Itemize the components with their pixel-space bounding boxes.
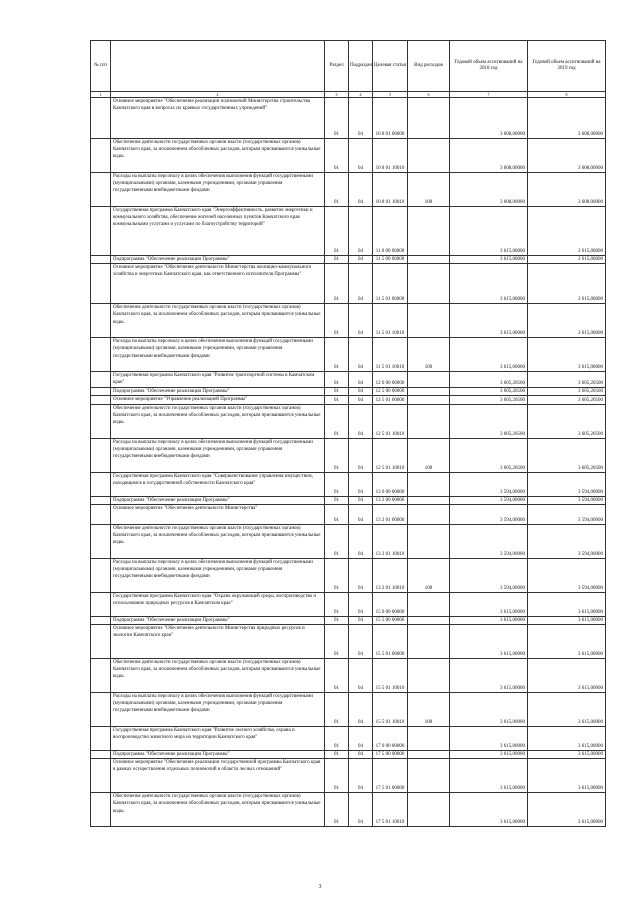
amount-2019-cell: 3 615,00000 [528,759,606,793]
expense-type-cell: 100 [408,173,450,207]
row-num-cell [91,625,111,659]
row-num-cell [91,693,111,727]
target-article-cell: 10 8 01 10010 [373,173,408,207]
target-article-cell: 12 5 01 10010 [373,404,408,438]
table-row [91,472,606,496]
amount-2019-cell: 3 594,00000 [528,472,606,496]
podrazdel-cell: 04 [349,659,373,693]
expense-type-cell [408,404,450,438]
expense-type-cell [408,616,450,624]
amount-2018-cell: 3 594,00000 [450,524,528,558]
amount-2018-cell: 3 594,00000 [450,504,528,524]
table-row [91,338,606,372]
podrazdel-cell: 04 [349,592,373,616]
razdel-cell: 01 [325,139,349,173]
header-podrazdel: Подраздел [349,41,373,92]
podrazdel-cell: 04 [349,404,373,438]
amount-2018-cell: 3 615,00000 [450,693,528,727]
table-row [91,388,606,396]
expense-type-cell [408,759,450,793]
row-name-cell: Обеспечение деятельности государственных органов власти (государственных органов) Камчатского края, за исключением обособленных расходов, которым присваиваются уникальные коды. [111,139,325,173]
podrazdel-cell: 04 [349,388,373,396]
col-number: 3 [325,92,349,98]
row-num-cell [91,659,111,693]
amount-2018-cell: 3 615,00000 [450,304,528,338]
amount-2018-cell: 3 605,20500 [450,372,528,388]
table-row [91,625,606,659]
target-article-cell: 13 2 01 10010 [373,524,408,558]
razdel-cell: 01 [325,524,349,558]
row-name-cell: Обеспечение деятельности государственных органов власти (государственных органов) Камчатского края, за исключением обособленных расходов, которым присваиваются уникальные коды. [111,404,325,438]
amount-2019-cell: 3 615,00000 [528,592,606,616]
table-row [91,372,606,388]
amount-2019-cell: 3 594,00000 [528,496,606,504]
amount-2018-cell: 3 615,00000 [450,727,528,751]
amount-2019-cell: 3 605,20500 [528,372,606,388]
podrazdel-cell: 04 [349,793,373,827]
target-article-cell: 11 5 01 00000 [373,264,408,304]
row-num-cell [91,472,111,496]
row-num-cell [91,98,111,139]
razdel-cell: 01 [325,751,349,759]
podrazdel-cell: 04 [349,338,373,372]
target-article-cell: 17 5 01 10010 [373,793,408,827]
podrazdel-cell: 04 [349,438,373,472]
row-num-cell [91,338,111,372]
amount-2018-cell: 3 615,00000 [450,759,528,793]
table-row [91,496,606,504]
header-2019: Годовой объем ассигнований на 2019 год [528,41,606,92]
target-article-cell: 17 0 00 00000 [373,727,408,751]
amount-2018-cell: 3 594,00000 [450,558,528,592]
target-article-cell: 11 5 00 00000 [373,256,408,264]
expense-type-cell [408,659,450,693]
row-num-cell [91,139,111,173]
row-num-cell [91,207,111,256]
razdel-cell: 01 [325,372,349,388]
razdel-cell: 01 [325,173,349,207]
amount-2018-cell: 3 605,20500 [450,438,528,472]
target-article-cell: 12 5 01 10010 [373,438,408,472]
table-row [91,304,606,338]
table-row [91,396,606,404]
amount-2019-cell: 3 615,00000 [528,659,606,693]
expense-type-cell: 100 [408,338,450,372]
razdel-cell: 01 [325,304,349,338]
amount-2018-cell: 3 605,20500 [450,396,528,404]
header-row [91,41,606,92]
expense-type-cell [408,793,450,827]
amount-2019-cell: 3 615,00000 [528,793,606,827]
col-number: 8 [528,92,606,98]
row-name-cell: Подпрограмма "Обеспечение реализации Программы" [111,388,325,396]
col-number: 5 [373,92,408,98]
amount-2018-cell: 3 615,00000 [450,793,528,827]
row-num-cell [91,751,111,759]
podrazdel-cell: 04 [349,727,373,751]
table-row [91,659,606,693]
row-name-cell: Расходы на выплаты персоналу в целях обеспечения выполнения функций государственными (муниципальными) органами, казенными учреждениями, органами управления государственными внебюджетными фондами [111,438,325,472]
amount-2019-cell: 3 615,00000 [528,338,606,372]
amount-2019-cell: 3 615,00000 [528,625,606,659]
amount-2019-cell: 3 615,00000 [528,304,606,338]
podrazdel-cell: 04 [349,139,373,173]
target-article-cell: 10 8 01 00000 [373,98,408,139]
table-row [91,524,606,558]
row-num-cell [91,173,111,207]
expense-type-cell [408,388,450,396]
budget-table-sheet [90,40,605,827]
target-article-cell: 13 2 01 00000 [373,504,408,524]
razdel-cell: 01 [325,558,349,592]
amount-2019-cell: 3 608,00000 [528,98,606,139]
razdel-cell: 01 [325,338,349,372]
header-name [111,41,325,92]
row-num-cell [91,438,111,472]
amount-2019-cell: 3 594,00000 [528,504,606,524]
amount-2019-cell: 3 608,00000 [528,139,606,173]
row-name-cell: Расходы на выплаты персоналу в целях обеспечения выполнения функций государственными (муниципальными) органами, казенными учреждениями, органами управления государственными внебюджетными фондами [111,173,325,207]
table-row [91,98,606,139]
razdel-cell: 01 [325,659,349,693]
amount-2019-cell: 3 605,20500 [528,396,606,404]
row-num-cell [91,616,111,624]
razdel-cell: 01 [325,496,349,504]
expense-type-cell [408,264,450,304]
row-name-cell: Основное мероприятие "Обеспечение реализации государственной программы Камчатского края в рамках осуществления отдельных полномочий в области лесных отношений" [111,759,325,793]
table-row [91,264,606,304]
amount-2019-cell: 3 615,00000 [528,207,606,256]
podrazdel-cell: 04 [349,496,373,504]
expense-type-cell [408,592,450,616]
amount-2019-cell: 3 594,00000 [528,558,606,592]
razdel-cell: 01 [325,625,349,659]
row-num-cell [91,558,111,592]
target-article-cell: 15 0 00 00000 [373,592,408,616]
row-num-cell [91,396,111,404]
razdel-cell: 01 [325,264,349,304]
table-row [91,616,606,624]
amount-2018-cell: 3 615,00000 [450,207,528,256]
table-row [91,727,606,751]
amount-2018-cell: 3 615,00000 [450,338,528,372]
razdel-cell: 01 [325,616,349,624]
amount-2019-cell: 3 615,00000 [528,751,606,759]
row-num-cell [91,304,111,338]
amount-2018-cell: 3 615,00000 [450,592,528,616]
expense-type-cell [408,256,450,264]
row-num-cell [91,592,111,616]
target-article-cell: 12 0 00 00000 [373,372,408,388]
row-name-cell: Обеспечение деятельности государственных органов власти (государственных органов) Камчатского края, за исключением обособленных расходов, которым присваиваются уникальные коды. [111,524,325,558]
row-num-cell [91,264,111,304]
razdel-cell: 01 [325,404,349,438]
target-article-cell: 13 2 01 10010 [373,558,408,592]
podrazdel-cell: 04 [349,504,373,524]
row-name-cell: Основное мероприятие "Обеспечение деятельности Министерства природных ресурсов и экологии Камчатского края" [111,625,325,659]
expense-type-cell [408,524,450,558]
table-row [91,693,606,727]
expense-type-cell [408,496,450,504]
target-article-cell: 17 5 00 00000 [373,751,408,759]
amount-2019-cell: 3 615,00000 [528,264,606,304]
amount-2018-cell: 3 615,00000 [450,625,528,659]
podrazdel-cell: 04 [349,693,373,727]
header-target-article: Целевая статья [373,41,408,92]
header-2018: Годовой объем ассигнований на 2018 год [450,41,528,92]
row-name-cell: Расходы на выплаты персоналу в целях обеспечения выполнения функций государственными (муниципальными) органами, казенными учреждениями, органами управления государственными внебюджетными фондами [111,338,325,372]
amount-2018-cell: 3 605,20500 [450,404,528,438]
amount-2019-cell: 3 605,20500 [528,438,606,472]
razdel-cell: 01 [325,592,349,616]
table-row [91,139,606,173]
expense-type-cell: 100 [408,438,450,472]
row-name-cell: Подпрограмма "Обеспечение реализации Программы" [111,256,325,264]
row-name-cell: Основное мероприятие "Управление реализацией Программы" [111,396,325,404]
target-article-cell: 11 5 01 10010 [373,304,408,338]
razdel-cell: 01 [325,759,349,793]
table-row [91,793,606,827]
expense-type-cell: 100 [408,693,450,727]
target-article-cell: 10 8 01 10010 [373,139,408,173]
razdel-cell: 01 [325,207,349,256]
podrazdel-cell: 04 [349,173,373,207]
expense-type-cell: 100 [408,558,450,592]
podrazdel-cell: 04 [349,304,373,338]
header-num: № п/п [91,41,111,92]
amount-2019-cell: 3 594,00000 [528,524,606,558]
amount-2018-cell: 3 615,00000 [450,264,528,304]
amount-2018-cell: 3 615,00000 [450,256,528,264]
amount-2019-cell: 3 608,00000 [528,173,606,207]
expense-type-cell [408,207,450,256]
expense-type-cell [408,139,450,173]
podrazdel-cell: 04 [349,256,373,264]
col-number: 2 [111,92,325,98]
expense-type-cell [408,472,450,496]
table-row [91,438,606,472]
target-article-cell: 15 5 00 00000 [373,616,408,624]
podrazdel-cell: 04 [349,616,373,624]
amount-2019-cell: 3 605,20500 [528,404,606,438]
razdel-cell: 01 [325,472,349,496]
row-num-cell [91,727,111,751]
row-num-cell [91,504,111,524]
amount-2018-cell: 3 615,00000 [450,659,528,693]
row-name-cell: Государственная программа Камчатского края "Энергоэффективность, развитие энергетики и коммунального хозяйства, обеспечение жителей населенных пунктов Камчатского края коммунальными услугами и услугами по благоустройству территорий" [111,207,325,256]
podrazdel-cell: 04 [349,372,373,388]
amount-2018-cell: 3 615,00000 [450,616,528,624]
target-article-cell: 11 5 01 10010 [373,338,408,372]
podrazdel-cell: 04 [349,625,373,659]
row-num-cell [91,256,111,264]
row-name-cell: Основное мероприятие "Обеспечение деятельности Министерства жилищно-коммунального хозяйства и энергетики Камчатского края, как ответственного исполнителя Программы" [111,264,325,304]
target-article-cell: 12 5 01 00000 [373,396,408,404]
expense-type-cell [408,304,450,338]
row-name-cell: Подпрограмма "Обеспечение реализации Программы" [111,616,325,624]
col-number: 7 [450,92,528,98]
row-name-cell: Государственная программа Камчатского края "Совершенствование управления имуществом, находящимся в государственной собственности Камчатского края" [111,472,325,496]
razdel-cell: 01 [325,256,349,264]
table-row [91,504,606,524]
table-row [91,558,606,592]
razdel-cell: 01 [325,793,349,827]
table-row [91,751,606,759]
amount-2018-cell: 3 594,00000 [450,472,528,496]
amount-2019-cell: 3 605,20500 [528,388,606,396]
expense-type-cell [408,727,450,751]
target-article-cell: 15 5 01 00000 [373,625,408,659]
podrazdel-cell: 04 [349,98,373,139]
podrazdel-cell: 04 [349,264,373,304]
table-row [91,759,606,793]
row-name-cell: Обеспечение деятельности государственных органов власти (государственных органов) Камчатского края, за исключением обособленных расходов, которым присваиваются уникальные коды. [111,304,325,338]
amount-2018-cell: 3 608,00000 [450,98,528,139]
podrazdel-cell: 04 [349,759,373,793]
table-row [91,207,606,256]
razdel-cell: 01 [325,727,349,751]
row-name-cell: Обеспечение деятельности государственных органов власти (государственных органов) Камчатского края, за исключением обособленных расходов, которым присваиваются уникальные коды. [111,793,325,827]
row-num-cell [91,524,111,558]
header-expense-type: Вид расходов [408,41,450,92]
table-row [91,404,606,438]
razdel-cell: 01 [325,396,349,404]
row-num-cell [91,496,111,504]
amount-2019-cell: 3 615,00000 [528,616,606,624]
amount-2018-cell: 3 594,00000 [450,496,528,504]
amount-2019-cell: 3 615,00000 [528,693,606,727]
razdel-cell: 01 [325,438,349,472]
target-article-cell: 15 5 01 10010 [373,659,408,693]
amount-2019-cell: 3 615,00000 [528,727,606,751]
row-name-cell: Основное мероприятие "Обеспечение реализации полномочий Министерства строительства Камчатского края в вопросах их краевых государственных учреждений" [111,98,325,139]
row-num-cell [91,372,111,388]
header-razdel: Раздел [325,41,349,92]
col-number: 4 [349,92,373,98]
col-number: 1 [91,92,111,98]
row-name-cell: Государственная программа Камчатского края "Развитие транспортной системы в Камчатском крае" [111,372,325,388]
amount-2018-cell: 3 605,20500 [450,388,528,396]
row-name-cell: Государственная программа Камчатского края "Охрана окружающей среды, воспроизводство и использование природных ресурсов в Камчатском крае" [111,592,325,616]
podrazdel-cell: 04 [349,207,373,256]
amount-2019-cell: 3 615,00000 [528,256,606,264]
podrazdel-cell: 04 [349,396,373,404]
target-article-cell: 12 5 00 00000 [373,388,408,396]
razdel-cell: 01 [325,388,349,396]
row-num-cell [91,793,111,827]
row-name-cell: Подпрограмма "Обеспечение реализации Программы" [111,496,325,504]
razdel-cell: 01 [325,504,349,524]
podrazdel-cell: 04 [349,751,373,759]
target-article-cell: 13 2 00 00000 [373,496,408,504]
row-name-cell: Подпрограмма "Обеспечение реализации Программы" [111,751,325,759]
razdel-cell: 01 [325,693,349,727]
table-row [91,256,606,264]
amount-2018-cell: 3 615,00000 [450,751,528,759]
page-number: 3 [318,884,322,890]
col-number: 6 [408,92,450,98]
table-row [91,592,606,616]
row-name-cell: Расходы на выплаты персоналу в целях обеспечения выполнения функций государственными (муниципальными) органами, казенными учреждениями, органами управления государственными внебюджетными фондами [111,693,325,727]
expense-type-cell [408,625,450,659]
podrazdel-cell: 04 [349,524,373,558]
target-article-cell: 13 0 00 00000 [373,472,408,496]
row-name-cell: Расходы на выплаты персоналу в целях обеспечения выполнения функций государственными (муниципальными) органами, казенными учреждениями, органами управления государственными внебюджетными фондами [111,558,325,592]
row-num-cell [91,404,111,438]
row-name-cell: Обеспечение деятельности государственных органов власти (государственных органов) Камчатского края, за исключением обособленных расходов, которым присваиваются уникальные коды. [111,659,325,693]
amount-2018-cell: 3 608,00000 [450,173,528,207]
expense-type-cell [408,372,450,388]
table-row [91,173,606,207]
podrazdel-cell: 04 [349,558,373,592]
expense-type-cell [408,98,450,139]
target-article-cell: 11 0 00 00000 [373,207,408,256]
row-num-cell [91,388,111,396]
expense-type-cell [408,504,450,524]
podrazdel-cell: 04 [349,472,373,496]
row-num-cell [91,759,111,793]
budget-table [90,40,606,827]
row-name-cell: Государственная программа Камчатского края "Развитие лесного хозяйства, охрана и воспроизводство животного мира на территории Камчатского края" [111,727,325,751]
target-article-cell: 15 5 01 10010 [373,693,408,727]
amount-2018-cell: 3 608,00000 [450,139,528,173]
razdel-cell: 01 [325,98,349,139]
expense-type-cell [408,396,450,404]
row-name-cell: Основное мероприятие "Обеспечение деятельности Министерства" [111,504,325,524]
expense-type-cell [408,751,450,759]
target-article-cell: 17 5 01 00000 [373,759,408,793]
